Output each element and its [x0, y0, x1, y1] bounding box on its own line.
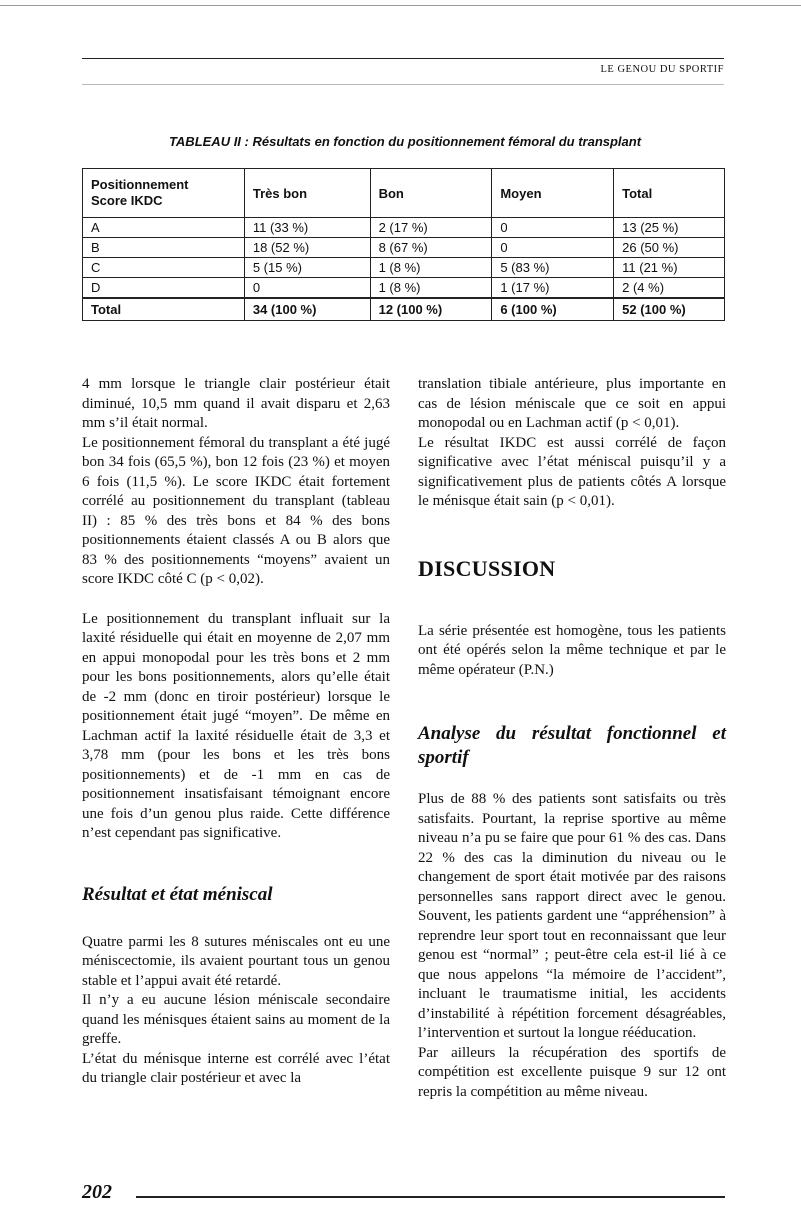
table-total-row — [83, 298, 725, 321]
header-rule — [82, 58, 724, 59]
table-cell: C — [83, 258, 245, 278]
table-cell: 6 (100 %) — [492, 298, 614, 321]
paragraph: La série présentée est homogène, tous les patients ont été opérés selon la même technique et par le même opérateur (P.N.) — [418, 622, 726, 678]
running-head: LE GENOU DU SPORTIF — [600, 64, 724, 75]
header-cell-moyen: Moyen — [492, 169, 614, 218]
table-cell: 5 (15 %) — [244, 258, 370, 278]
table-cell: 13 (25 %) — [614, 218, 725, 238]
table-row — [83, 218, 725, 238]
spacer — [418, 770, 726, 790]
table-cell: 2 (4 %) — [614, 278, 725, 299]
table-cell: 26 (50 %) — [614, 238, 725, 258]
table-row — [83, 238, 725, 258]
table-cell: 52 (100 %) — [614, 298, 725, 321]
paragraph: Plus de 88 % des patients sont satisfaits ou très satisfaits. Pourtant, la reprise sportive au même niveau n’a pu se faire que pour 61 % des cas. Dans 22 % des cas la diminution du niveau ou le changement de sport était motivée par des raisons personnelles sans rapport direct avec le genou. Souvent, les patients gardent une “appréhension” à reprendre leur sport tout en reconnaissant que leur genou est “normal” ; peut-être cela est-il lié à ce que nous appelons “la mémoire de l’accident”, incluant le traumatisme initial, les accidents d’instabilité à répétition forcement désagréables, l’intervention et surtout la longue rééducation. — [418, 791, 726, 1041]
header-cell-tres-bon: Très bon — [244, 169, 370, 218]
table-cell: 0 — [244, 278, 370, 299]
table-row — [83, 278, 725, 299]
spacer — [82, 590, 390, 610]
table-cell: 0 — [492, 218, 614, 238]
right-column — [418, 375, 726, 1102]
header-cell-positionnement: Positionnement Score IKDC — [83, 169, 245, 218]
table-cell: 0 — [492, 238, 614, 258]
table-cell: 5 (83 %) — [492, 258, 614, 278]
table-cell: 12 (100 %) — [370, 298, 492, 321]
paragraph: Le positionnement fémoral du transplant a été jugé bon 34 fois (65,5 %), bon 12 fois (23 %) et moyen 6 fois (11,5 %). Le score IKDC était fortement corrélé au positionnement du transplant (tableau II) : 85 % des très bons et 84 % des bons positionnements étaient classés A ou B alors que 83 % des positionnements “moyens” avaient un score IKDC côté C (p < 0,02). — [82, 434, 390, 587]
section-heading: DISCUSSION — [418, 555, 556, 581]
paragraph: Par ailleurs la récupération des sportifs de compétition est excellente puisque 9 sur 12 ont repris la compétition au même niveau. — [418, 1044, 726, 1100]
spacer — [418, 582, 726, 622]
left-column — [82, 375, 390, 1089]
table-cell: 1 (8 %) — [370, 278, 492, 299]
paragraph: Il n’y a eu aucune lésion méniscale secondaire quand les ménisques étaient sains au moment de la greffe. — [82, 992, 390, 1047]
paragraph: translation tibiale antérieure, plus importante en cas de lésion méniscale que ce soit en appui monopodal ou en Lachman actif (p < 0,01). — [418, 376, 726, 431]
table-cell: 11 (21 %) — [614, 258, 725, 278]
paragraph: L’état du ménisque interne est corrélé avec l’état du triangle clair postérieur et avec la — [82, 1050, 390, 1086]
table-cell: 11 (33 %) — [244, 218, 370, 238]
table-cell: 34 (100 %) — [244, 298, 370, 321]
spacer — [82, 907, 390, 933]
section-subheading: Analyse du résultat fonctionnel et sportif — [418, 723, 726, 768]
footer-rule — [136, 1196, 725, 1198]
table-cell: A — [83, 218, 245, 238]
table-row — [83, 258, 725, 278]
table-cell: 8 (67 %) — [370, 238, 492, 258]
paragraph: 4 mm lorsque le triangle clair postérieur était diminué, 10,5 mm quand il avait disparu et 2,63 mm s’il était normal. — [82, 376, 390, 431]
table-cell: 1 (8 %) — [370, 258, 492, 278]
table-cell: B — [83, 238, 245, 258]
paragraph: Quatre parmi les 8 sutures méniscales ont eu une méniscectomie, ils avaient pourtant tous un genou stable et l’appui avait été retardé. — [82, 933, 390, 989]
results-table — [82, 168, 725, 321]
page-number: 202 — [82, 1181, 112, 1203]
header-rule-secondary — [82, 84, 724, 85]
header-cell-bon: Bon — [370, 169, 492, 218]
table-cell: D — [83, 278, 245, 299]
header-cell-total: Total — [614, 169, 725, 218]
table-cell: 18 (52 %) — [244, 238, 370, 258]
spacer — [418, 680, 726, 722]
spacer — [418, 512, 726, 556]
paragraph: Le résultat IKDC est aussi corrélé de façon significative avec l’état méniscal puisqu’il y a significativement plus de patients côtés A lorsque le ménisque était sain (p < 0,01). — [418, 434, 726, 509]
section-subheading: Résultat et état méniscal — [82, 883, 273, 905]
table-caption: TABLEAU II : Résultats en fonction du positionnement fémoral du transplant — [168, 134, 642, 149]
paragraph: Le positionnement du transplant influait sur la laxité résiduelle qui était en moyenne de 2,07 mm en appui monopodal pour les très bons et 2 mm pour les bons positionnements, alors qu’elle était de -2 mm (donc en tiroir postérieur) lorsque le positionnement était jugé “moyen”. De même en Lachman actif la laxité résiduelle était de 3,3 et 3,78 mm (pour les bons et les très bons positionnements) et de -1 mm en cas de positionnement insatisfaisant témoignant encore une fois d’un genou plus raide. Cette différence n’est cependant pas significative. — [82, 610, 390, 841]
table-cell: Total — [83, 298, 245, 321]
top-border-rule — [0, 5, 801, 6]
spacer — [82, 844, 390, 883]
table-cell: 2 (17 %) — [370, 218, 492, 238]
table-header-row — [83, 169, 725, 218]
table-cell: 1 (17 %) — [492, 278, 614, 299]
